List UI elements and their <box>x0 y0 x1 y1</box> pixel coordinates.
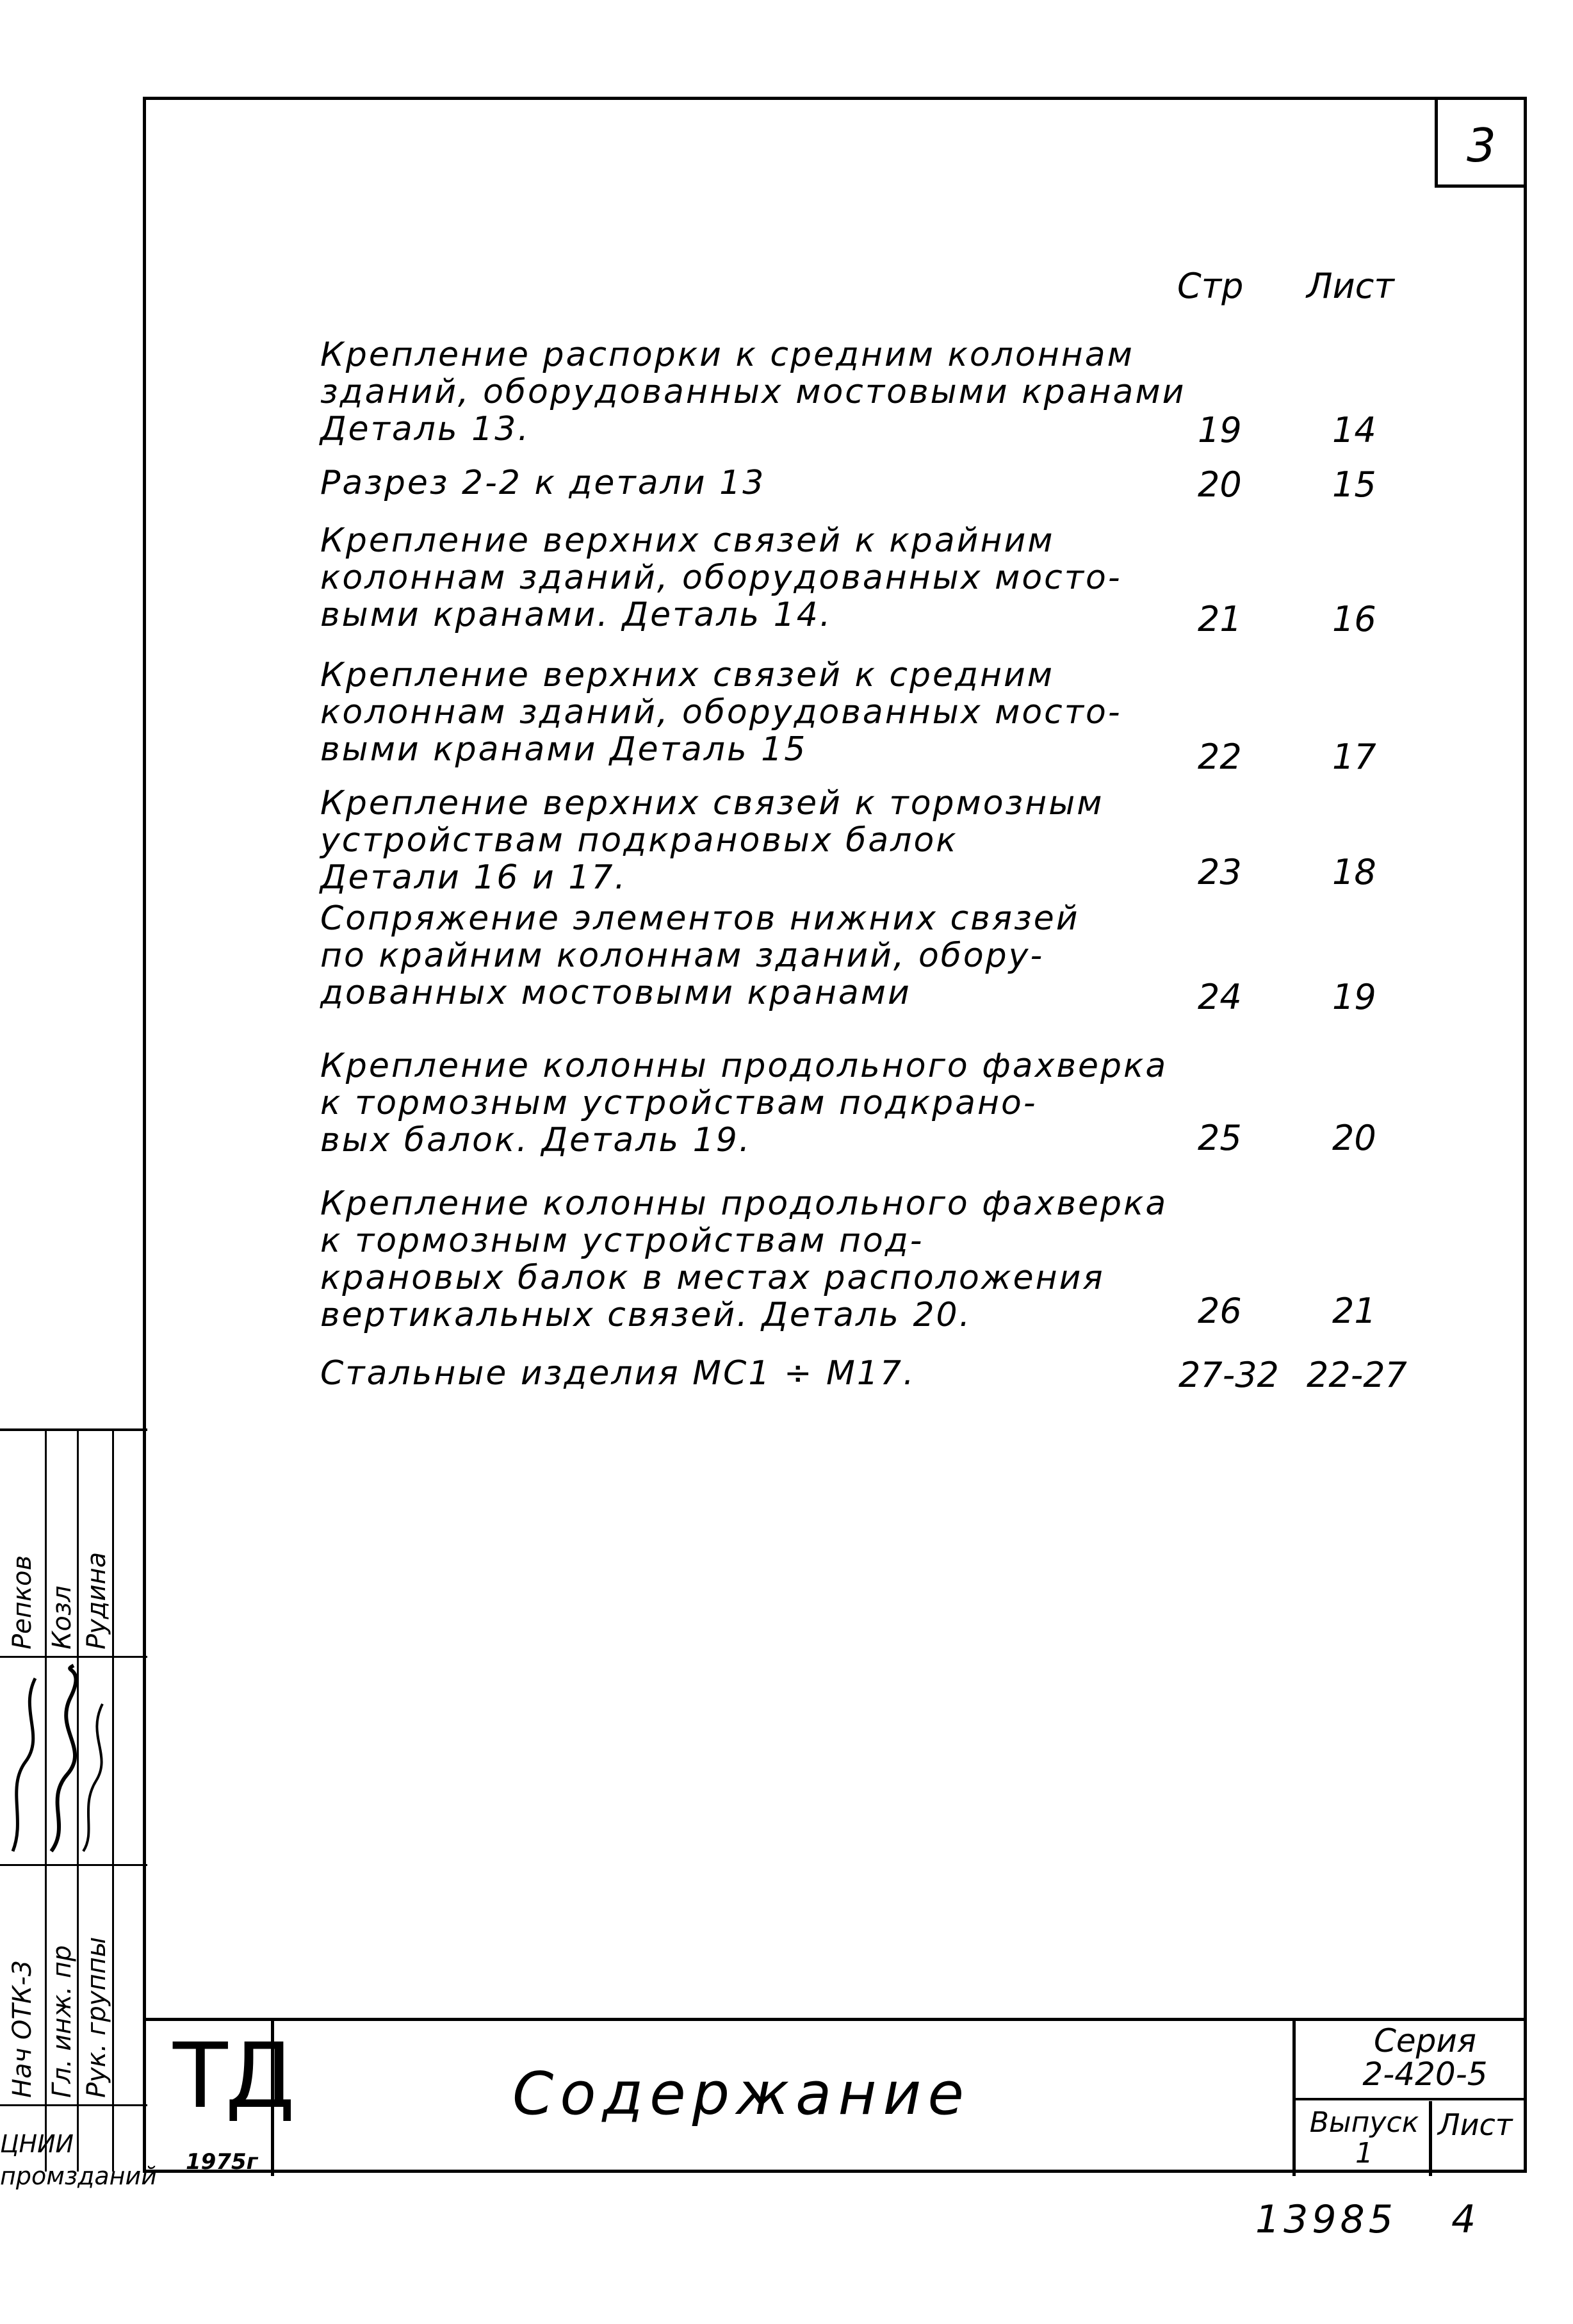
toc-entry-page: 22 <box>1198 737 1242 777</box>
toc-entry-sheet: 18 <box>1332 852 1376 892</box>
toc-entry-page: 25 <box>1198 1118 1242 1158</box>
title-block-year: 1975г <box>186 2149 258 2175</box>
toc-entry-page: 21 <box>1198 599 1242 639</box>
approval-stamp <box>0 1428 147 2172</box>
toc-entry-page: 27-32 <box>1178 1355 1279 1395</box>
toc-entry-page: 26 <box>1198 1291 1242 1331</box>
toc-entry-page: 20 <box>1198 464 1242 505</box>
toc-entry-sheet: 17 <box>1332 737 1376 777</box>
toc-entry-sheet: 21 <box>1332 1291 1376 1331</box>
toc-entry-text: Сопряжение элементов нижних связей по крайним колоннам зданий, обору- дованных мостовыми кранами <box>320 899 1080 1012</box>
institute-logo: ТД <box>173 2024 293 2129</box>
footer-sheet-number: 4 <box>1451 2197 1480 2242</box>
stamp-role: Гл. инж. пр <box>47 1945 77 2098</box>
stamp-role: Рук. группы <box>82 1936 111 2098</box>
title-block-divider <box>1294 2098 1527 2100</box>
title-block-divider <box>1429 2101 1432 2176</box>
stamp-organization-line1: ЦНИИ <box>0 2130 74 2158</box>
document-title: Содержание <box>512 2059 970 2128</box>
series-value: 2-420-5 <box>1362 2056 1488 2093</box>
issue-label: Выпуск <box>1309 2106 1419 2139</box>
toc-entry-text: Крепление колонны продольного фахверка к тормозным устройствам подкрано- вых балок. Деталь 19. <box>320 1047 1168 1159</box>
stamp-divider <box>0 1656 147 1658</box>
toc-entry-sheet: 15 <box>1332 464 1376 505</box>
toc-entry-sheet: 14 <box>1332 410 1376 450</box>
toc-entry-page: 19 <box>1198 410 1242 450</box>
stamp-role: Нач ОТК-3 <box>8 1960 37 2098</box>
toc-entry-sheet: 19 <box>1332 977 1376 1017</box>
stamp-divider <box>0 2104 147 2106</box>
issue-value: 1 <box>1355 2137 1373 2170</box>
series-field <box>1335 2024 1515 2091</box>
stamp-divider <box>0 1864 147 1866</box>
stamp-name: Репков <box>8 1555 37 1649</box>
stamp-name: Рудина <box>82 1551 111 1649</box>
stamp-divider <box>112 1428 114 2172</box>
toc-entry-page: 23 <box>1198 852 1242 892</box>
issue-field <box>1300 2107 1428 2169</box>
column-header-sheet: Лист <box>1307 266 1394 306</box>
toc-entry-sheet: 16 <box>1332 599 1376 639</box>
stamp-organization-line2: промзданий <box>0 2162 157 2190</box>
document-code: 13985 <box>1255 2197 1397 2242</box>
toc-entry-text: Крепление верхних связей к средним колоннам зданий, оборудованных мосто- выми кранами Деталь 15 <box>320 656 1122 769</box>
footer-code <box>1255 2197 1479 2242</box>
toc-entry-text: Разрез 2-2 к детали 13 <box>320 464 766 502</box>
toc-entry-sheet: 20 <box>1332 1118 1376 1158</box>
toc-entry-page: 24 <box>1198 977 1242 1017</box>
sheet-label: Лист <box>1438 2107 1513 2142</box>
toc-entry-text: Крепление колонны продольного фахверка к тормозным устройствам под- крановых балок в местах расположения вертикальных связей. Деталь 20. <box>320 1184 1168 1334</box>
handwritten-signatures <box>0 1659 112 1864</box>
sheet-corner-number: 3 <box>1467 119 1496 172</box>
toc-entry-text: Крепление верхних связей к крайним колоннам зданий, оборудованных мосто- выми кранами. Деталь 14. <box>320 521 1122 634</box>
stamp-name: Козл <box>47 1585 77 1649</box>
series-label: Серия <box>1374 2022 1476 2059</box>
column-header-page: Стр <box>1177 266 1244 306</box>
toc-entry-text: Крепление верхних связей к тормозным устройствам подкрановых балок Детали 16 и 17. <box>320 784 1104 897</box>
toc-entry-text: Крепление распорки к средним колоннам зданий, оборудованных мостовыми кранами Деталь 13. <box>320 336 1186 448</box>
toc-entry-text: Стальные изделия МС1 ÷ М17. <box>320 1354 916 1393</box>
toc-entry-sheet: 22-27 <box>1307 1355 1407 1395</box>
